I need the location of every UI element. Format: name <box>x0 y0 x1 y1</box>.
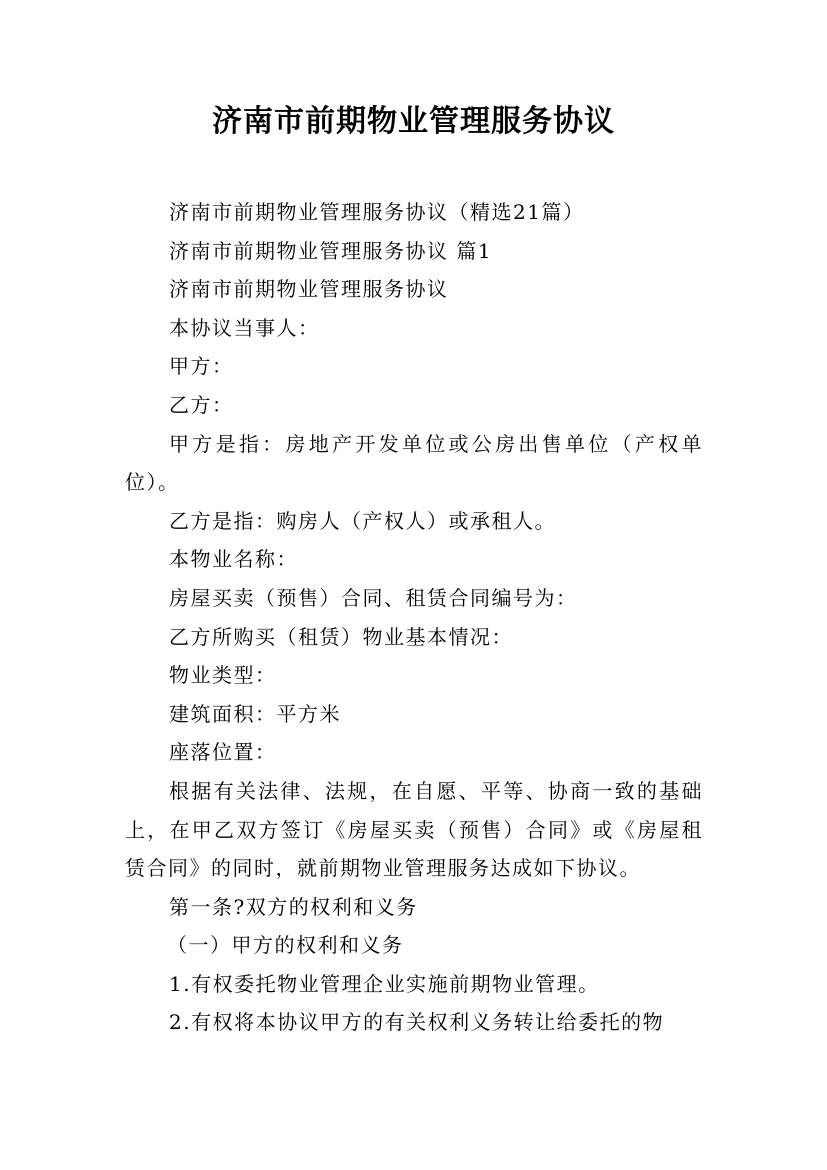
paragraph-property-name: 本物业名称： <box>169 547 298 572</box>
paragraph-agreement-name: 济南市前期物业管理服务协议 <box>169 277 449 302</box>
paragraph-subsection-heading: （一）甲方的权利和义务 <box>167 933 404 958</box>
paragraph-property-info: 乙方所购买（租赁）物业基本情况： <box>169 624 513 649</box>
paragraph-party-a-definition: 甲方是指：房地产开发单位或公房出售单位（产权单位）。 <box>125 431 703 495</box>
paragraph-article-1-heading: 第一条?双方的权利和义务 <box>169 894 418 919</box>
paragraph-location: 座落位置： <box>169 740 277 765</box>
paragraph-item-1: 1.有权委托物业管理企业实施前期物业管理。 <box>169 971 600 996</box>
paragraph-preamble: 根据有关法律、法规，在自愿、平等、协商一致的基础上，在甲乙双方签订《房屋买卖（预售）合同》或《房屋租赁合同》的同时，就前期物业管理服务达成如下协议。 <box>125 778 703 881</box>
paragraph-party-b: 乙方： <box>169 392 234 417</box>
paragraph-subtitle: 济南市前期物业管理服务协议（精选21篇） <box>169 200 585 224</box>
paragraph-property-type: 物业类型： <box>169 663 277 688</box>
document-title: 济南市前期物业管理服务协议 <box>212 104 615 139</box>
paragraph-item-2: 2.有权将本协议甲方的有关权利义务转让给委托的物 <box>169 1010 665 1035</box>
paragraph-parties: 本协议当事人： <box>169 315 320 340</box>
paragraph-section-heading: 济南市前期物业管理服务协议 篇1 <box>169 238 493 263</box>
paragraph-party-a: 甲方： <box>169 354 234 379</box>
paragraph-contract-number: 房屋买卖（预售）合同、租赁合同编号为： <box>169 585 578 610</box>
paragraph-floor-area: 建筑面积：平方米 <box>169 701 341 726</box>
paragraph-party-b-definition: 乙方是指：购房人（产权人）或承租人。 <box>169 508 556 533</box>
document-body <box>125 193 703 1042</box>
